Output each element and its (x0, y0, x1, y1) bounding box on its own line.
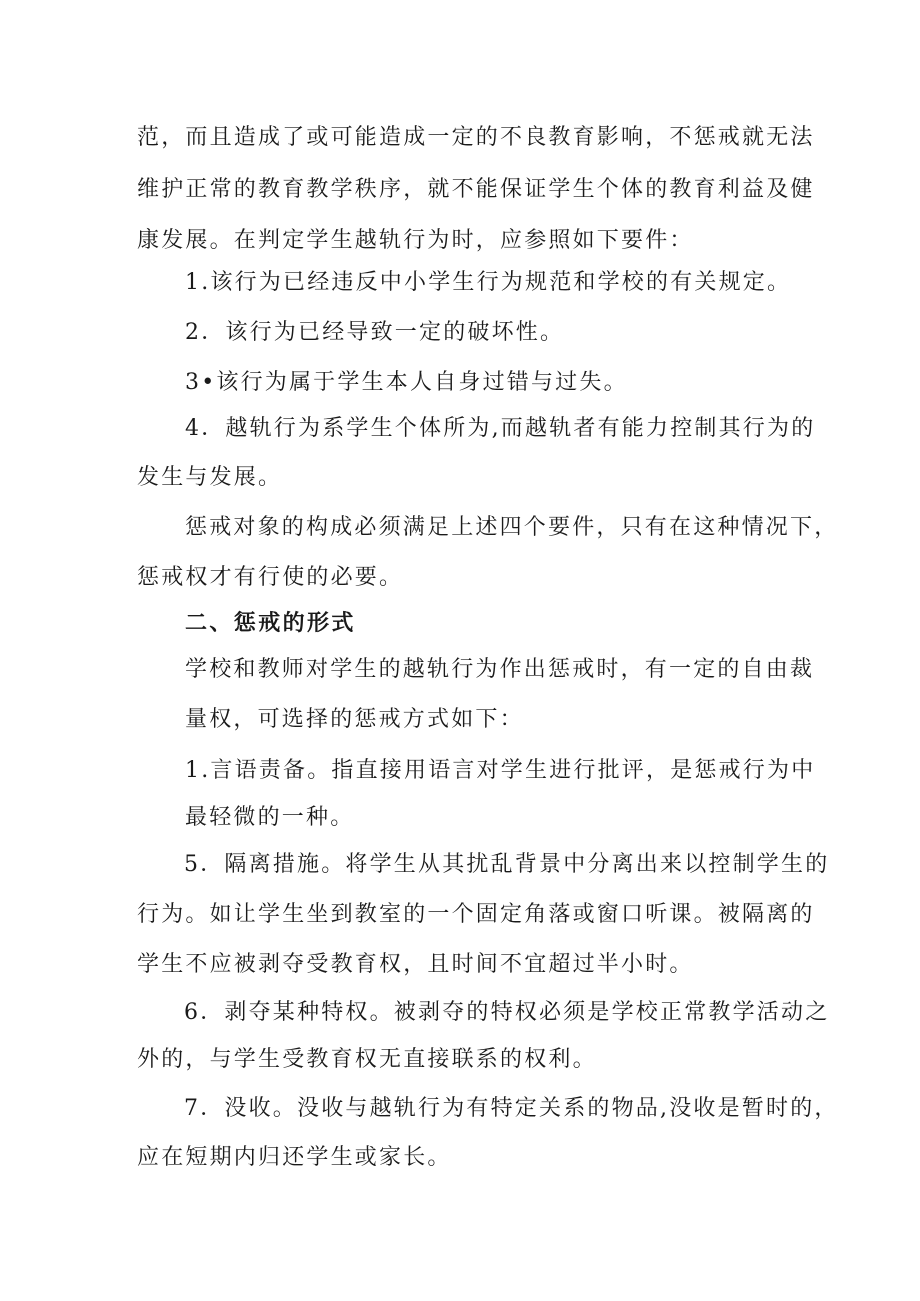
form-item-6: 6．剥夺某种特权。被剥夺的特权必须是学校正常教学活动之 (184, 1000, 830, 1025)
paragraph-line: 应在短期内归还学生或家长。 (137, 1145, 452, 1170)
criteria-item-4: 4．越轨行为系学生个体所为,而越轨者有能力控制其行为的 (185, 416, 816, 441)
criteria-item-3: 3•该行为属于学生本人自身过错与过失。 (185, 370, 628, 395)
criteria-item-1: 1.该行为已经违反中小学生行为规范和学校的有关规定。 (185, 270, 792, 295)
paragraph-line: 惩戒对象的构成必须满足上述四个要件，只有在这种情况下， (185, 515, 839, 540)
paragraph-line: 外的，与学生受教育权无直接联系的权利。 (137, 1047, 597, 1072)
paragraph-line: 行为。如让学生坐到教室的一个固定角落或窗口听课。被隔离的 (137, 902, 815, 927)
paragraph-line: 学生不应被剥夺受教育权，且时间不宜超过半小时。 (137, 952, 694, 977)
paragraph-line: 维护正常的教育教学秩序，就不能保证学生个体的教育利益及健 (137, 177, 815, 202)
paragraph-line: 发生与发展。 (137, 465, 283, 490)
form-item-7: 7．没收。没收与越轨行为有特定关系的物品,没收是暂时的， (184, 1096, 839, 1121)
form-item-1: 1.言语责备。指直接用语言对学生进行批评，是惩戒行为中 (185, 758, 816, 783)
paragraph-line: 量权，可选择的惩戒方式如下： (185, 707, 524, 732)
paragraph-line: 范，而且造成了或可能造成一定的不良教育影响，不惩戒就无法 (137, 125, 815, 150)
form-item-5: 5．隔离措施。将学生从其扰乱背景中分离出来以控制学生的 (184, 852, 830, 877)
paragraph-line: 学校和教师对学生的越轨行为作出惩戒时，有一定的自由裁 (185, 657, 815, 682)
criteria-item-2: 2．该行为已经导致一定的破坏性。 (185, 320, 565, 345)
paragraph-line: 惩戒权才有行使的必要。 (137, 565, 404, 590)
section-heading: 二、惩戒的形式 (185, 611, 356, 636)
paragraph-line: 最轻微的一种。 (185, 805, 355, 830)
paragraph-line: 康发展。在判定学生越轨行为时，应参照如下要件： (137, 228, 694, 253)
